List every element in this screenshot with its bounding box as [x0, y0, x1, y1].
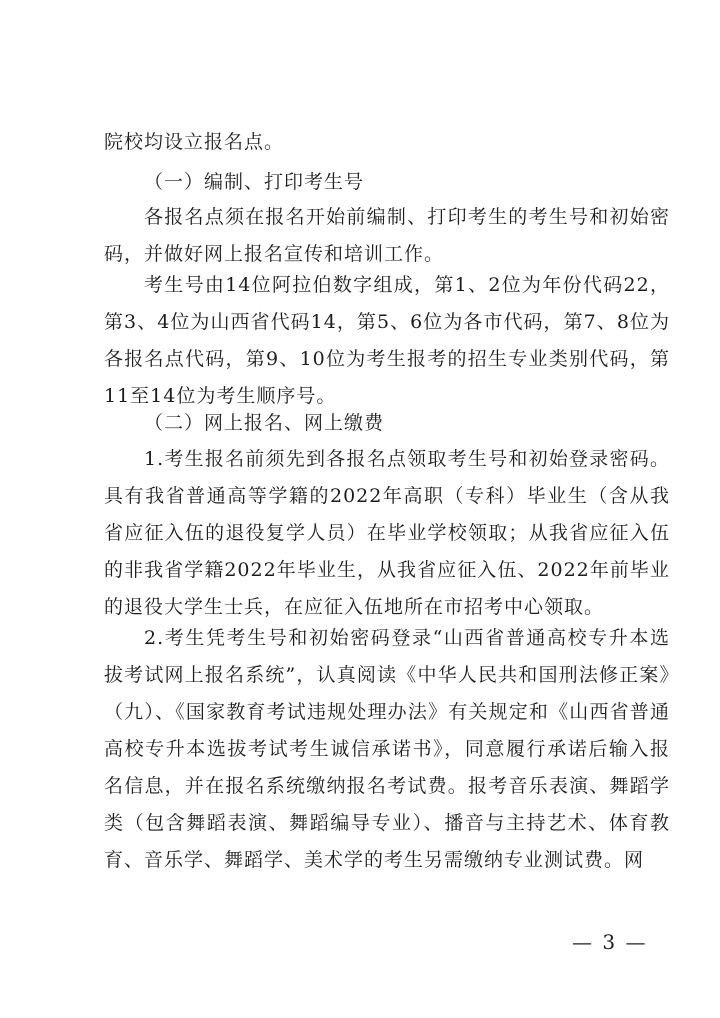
paragraph-1: 各报名点须在报名开始前编制、打印考生的考生号和初始密码，并做好网上报名宣传和培训工作。 [104, 206, 670, 265]
paragraph-4: 2.考生凭考生号和初始密码登录“山西省普通高校专升本选拔考试网上报名系统”，认真阅读《中华人民共和国刑法修正案》（九）、《国家教育考试违规处理办法》有关规定和《山西省普通高校专升本选拔考试考生诚信承诺书》，同意履行承诺后输入报名信息，并在报名系统缴纳报名考试费。报考音乐表演、舞蹈学类（包含舞蹈表演、舞蹈编导专业）、播音与主持艺术、体育教育、音乐学、舞蹈学、美术学的考生另需缴纳专业测试费。网 [104, 627, 670, 871]
paragraph-2: 考生号由14位阿拉伯数字组成，第1、2位为年份代码22，第3、4位为山西省代码14，第5、6位为各市代码，第7、8位为各报名点代码，第9、10位为考生报考的招生专业类别代码，第11至14位为考生顺序号。 [104, 274, 670, 407]
paragraph-continuation: 院校均设立报名点。 [104, 131, 285, 153]
section-heading-2: （二）网上报名、网上缴费 [144, 412, 385, 434]
page-number: — 3 — [572, 930, 648, 954]
section-heading-1: （一）编制、打印考生号 [144, 171, 365, 193]
paragraph-3: 1.考生报名前须先到各报名点领取考生号和初始登录密码。具有我省普通高等学籍的2022年高职（专科）毕业生（含从我省应征入伍的退役复学人员）在毕业学校领取；从我省应征入伍的非我省学籍2022年毕业生，从我省应征入伍、2022年前毕业的退役大学生士兵，在应征入伍地所在市招考中心领取。 [104, 448, 670, 618]
